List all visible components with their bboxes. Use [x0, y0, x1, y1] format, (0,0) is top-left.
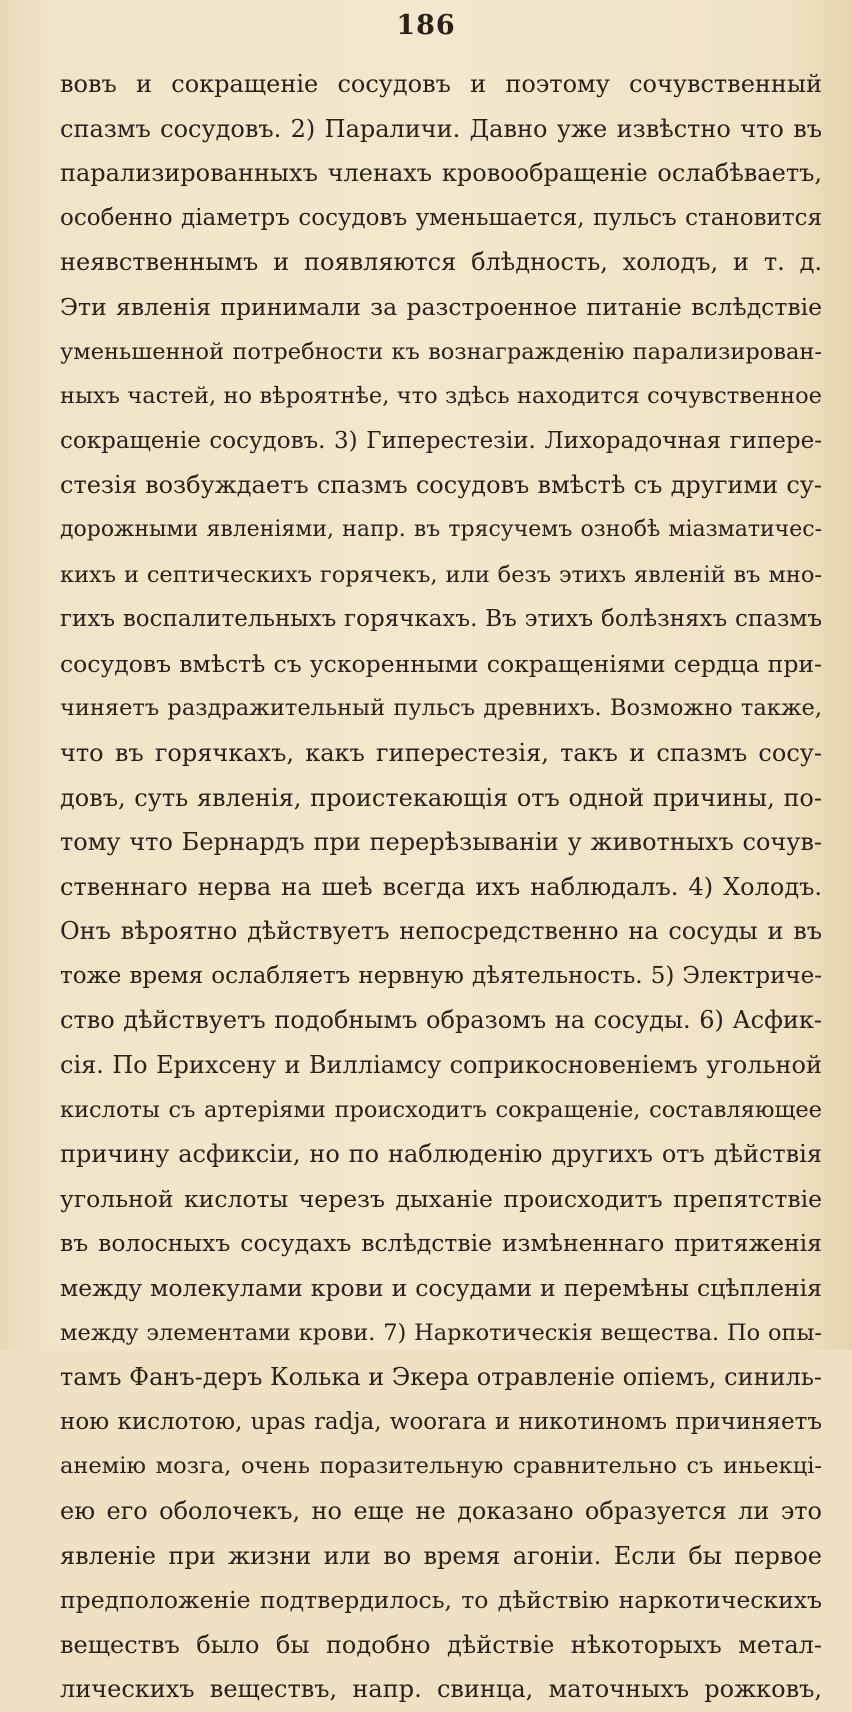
- text-line: сокращеніе сосудовъ. 3) Гиперестезіи. Лихорадочная гипере-: [60, 427, 822, 454]
- text-line: вовъ и сокращеніе сосудовъ и поэтому сочувственный: [60, 70, 822, 98]
- text-line: дорожными явленіями, напр. въ трясучемъ ознобѣ міазматичес-: [60, 516, 822, 542]
- text-line: явленіе при жизни или во время агоніи. Если бы первое: [60, 1541, 822, 1570]
- text-line: неявственнымъ и появляются блѣдность, холодъ, и т. д.: [60, 248, 822, 277]
- text-line: причину асфиксіи, но по наблюденію другихъ отъ дѣйствія: [60, 1140, 822, 1169]
- text-line: Онъ вѣроятно дѣйствуетъ непосредственно на сосуды и въ: [60, 917, 822, 946]
- text-line: угольной кислоты черезъ дыханіе происходитъ препятствіе: [60, 1184, 822, 1213]
- text-line: кислоты съ артеріями происходитъ сокращеніе, составляющее: [60, 1096, 822, 1123]
- text-line: анемію мозга, очень поразительную сравнительно съ иньекці-: [60, 1453, 822, 1480]
- text-line: что въ горячкахъ, какъ гиперестезія, такъ и спазмъ сосу-: [60, 738, 822, 767]
- text-line: кихъ и септическихъ горячекъ, или безъ этихъ явленій въ мно-: [60, 561, 822, 588]
- text-line: чиняетъ раздражительный пульсъ древнихъ. Возможно также,: [60, 695, 822, 722]
- text-line: тоже время ослабляетъ нервную дѣятельность. 5) Электриче-: [60, 962, 822, 989]
- page-number: 186: [396, 10, 456, 41]
- text-line: сосудовъ вмѣстѣ съ ускоренными сокращеніями сердца при-: [60, 649, 822, 678]
- text-line: въ волосныхъ сосудахъ вслѣдствіе измѣненнаго притяженія: [60, 1229, 822, 1258]
- text-line: парализированныхъ членахъ кровообращеніе ослабѣваетъ,: [60, 159, 822, 188]
- text-line: уменьшенной потребности къ вознагражденію парализирован-: [60, 338, 822, 365]
- text-line: стезія возбуждаетъ спазмъ сосудовъ вмѣстѣ съ другими су-: [60, 471, 822, 500]
- text-line: довъ, суть явленія, проистекающія отъ одной причины, по-: [60, 783, 822, 812]
- text-line: ство дѣйствуетъ подобнымъ образомъ на сосуды. 6) Асфик-: [60, 1006, 822, 1035]
- text-line: ственнаго нерва на шеѣ всегда ихъ наблюдалъ. 4) Холодъ.: [60, 872, 822, 901]
- text-line: ею его оболочекъ, но еще не доказано образуется ли это: [60, 1497, 822, 1525]
- text-line: лическихъ веществъ, напр. свинца, маточныхъ рожковъ,: [60, 1675, 822, 1704]
- text-line: гихъ воспалительныхъ горячкахъ. Въ этихъ болѣзняхъ спазмъ: [60, 606, 822, 633]
- text-line: особенно діаметръ сосудовъ уменьшается, пульсъ становится: [60, 204, 822, 231]
- body-text: [60, 62, 822, 1712]
- text-line: между элементами крови. 7) Наркотическія вещества. По опы-: [60, 1319, 822, 1346]
- text-line: веществъ было бы подобно дѣйствіе нѣкоторыхъ метал-: [60, 1630, 822, 1659]
- text-line: предположеніе подтвердилось, то дѣйствію наркотическихъ: [60, 1586, 822, 1615]
- text-line: спазмъ сосудовъ. 2) Параличи. Давно уже извѣстно что въ: [60, 114, 822, 143]
- text-line: ныхъ частей, но вѣроятнѣе, что здѣсь находится сочувственное: [60, 383, 822, 410]
- text-line: тамъ Фанъ-деръ Колька и Экера отравленіе опіемъ, синиль-: [60, 1363, 822, 1392]
- text-line: тому что Бернардъ при перерѣзываніи у животныхъ сочув-: [60, 828, 822, 857]
- text-line: между молекулами крови и сосудами и перемѣны сцѣпленія: [60, 1274, 822, 1303]
- text-line: Эти явленія принимали за разстроенное питаніе вслѣдствіе: [60, 292, 822, 321]
- text-line: ною кислотою, upas radja, woorara и никотиномъ причиняетъ: [60, 1408, 822, 1435]
- text-line: сія. По Ерихсену и Вилліамсу соприкосновеніемъ угольной: [60, 1051, 822, 1080]
